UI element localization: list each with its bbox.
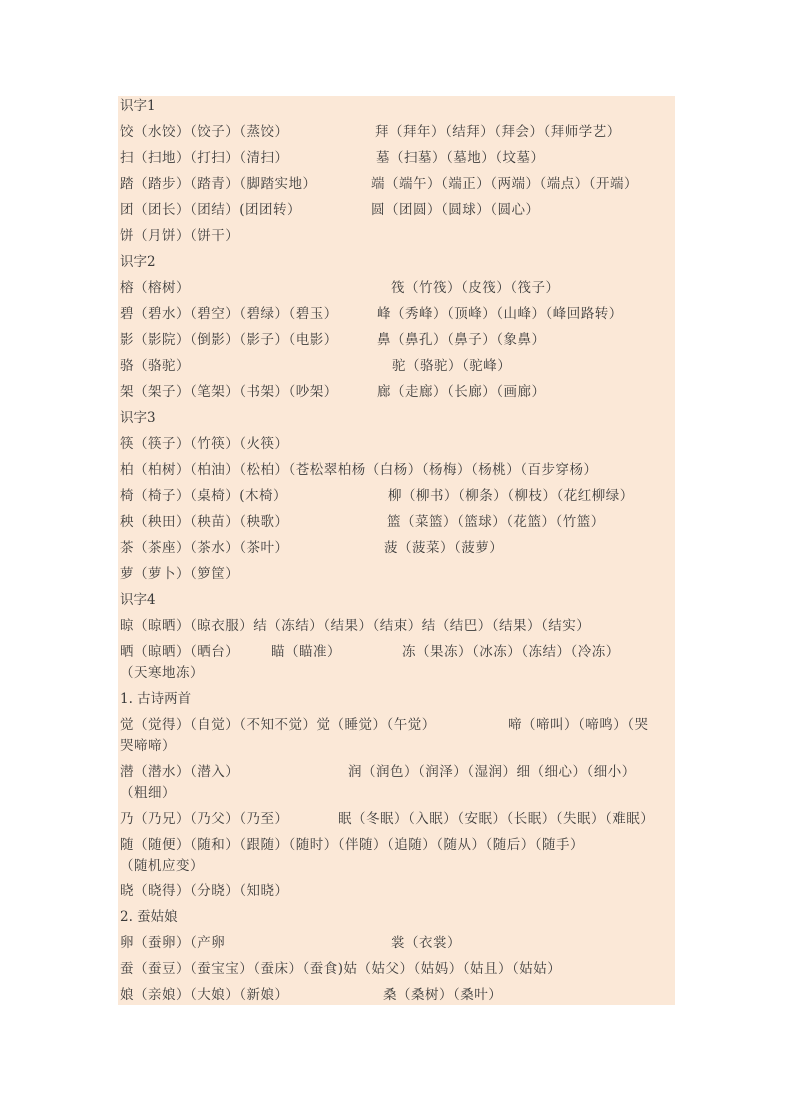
- section-heading-shizi-1: 识字1: [120, 98, 156, 114]
- word-row: 影（影院）（倒影）（影子）（电影）: [120, 332, 338, 348]
- word-row-right: 筏（竹筏）（皮筏）（筏子）: [391, 280, 560, 296]
- word-row: 卵（蚕卵）（产卵: [120, 935, 226, 951]
- word-row: 团（团长）（团结）(团团转）: [120, 202, 302, 218]
- word-row: 茶（茶座）（茶水）（茶叶）: [120, 540, 289, 556]
- section-heading-shizi-3: 识字3: [120, 410, 156, 426]
- word-row-wrap: 哭啼啼）: [120, 738, 176, 754]
- word-row-right: 柳（柳书）（柳条）（柳枝）（花红柳绿）: [388, 488, 634, 504]
- word-row: 柏（柏树）（柏油）（松柏）（苍松翠柏杨（白杨）（杨梅）（杨桃）（百步穿杨）: [120, 462, 598, 478]
- word-row-right: 润（润色）（润泽）（湿润）细（细心）（细小）: [348, 764, 636, 780]
- word-row-right: 裳（衣裳）: [391, 935, 461, 951]
- word-row: 榕（榕树）: [120, 280, 190, 296]
- word-row: 觉（觉得）（自觉）（不知不觉）觉（睡觉）（午觉）: [120, 717, 436, 733]
- word-row: 潜（潜水）（潜入）: [120, 764, 240, 780]
- word-row-right: 鼻（鼻孔）（鼻子）（象鼻）: [377, 332, 546, 348]
- word-row-right: 眠（冬眠）（入眠）（安眠）（长眠）（失眠）（难眠）: [338, 811, 655, 827]
- word-row: 椅（椅子）（桌椅）(木椅）: [120, 488, 288, 504]
- word-row: 晒（晾晒）（晒台）: [120, 644, 240, 660]
- word-row: 蚕（蚕豆）（蚕宝宝）（蚕床）（蚕食)姑（姑父）（姑妈）（姑且）（姑姑）: [120, 961, 562, 977]
- word-row: 晾（晾晒）（晾衣服）结（冻结）（结果）（结束）结（结巴）（结果）（结实）: [120, 618, 591, 634]
- word-row-right: 墓（扫墓）（墓地）（坟墓）: [376, 150, 545, 166]
- word-row-right: 圆（团圆）（圆球）（圆心）: [371, 202, 540, 218]
- word-row: 晓（晓得）（分晓）（知晓）: [120, 883, 289, 899]
- word-row: 萝（萝卜）（箩筐）: [120, 566, 240, 582]
- word-row: 骆（骆驼）: [120, 358, 190, 374]
- word-row: 随（随便）（随和）（跟随）（随时）（伴随）（追随）（随从）（随后）（随手）: [120, 837, 584, 853]
- word-row: 娘（亲娘）（大娘）（新娘）: [120, 987, 289, 1003]
- word-row-wrap: （粗细）: [120, 785, 176, 801]
- word-row-right: 驼（骆驼）（驼峰）: [392, 358, 512, 374]
- word-row: 踏（踏步）（踏青）（脚踏实地）: [120, 176, 317, 192]
- word-row: 扫（扫地）（打扫）（清扫）: [120, 150, 289, 166]
- word-row: 架（架子）（笔架）（书架）（吵架）: [120, 384, 338, 400]
- section-heading-shizi-4: 识字4: [120, 592, 156, 608]
- section-heading-gushi: 1. 古诗两首: [120, 691, 192, 707]
- word-row-right: 拜（拜年）（结拜）（拜会）（拜师学艺）: [375, 124, 621, 140]
- word-row: 碧（碧水）（碧空）（碧绿）（碧玉）: [120, 306, 338, 322]
- word-row: 饼（月饼）（饼干）: [120, 228, 240, 244]
- word-row: 乃（乃兄）（乃父）（乃至）: [120, 811, 289, 827]
- word-row-right: 篮（菜篮）（篮球）（花篮）（竹篮）: [387, 514, 605, 530]
- word-row-right: 端（端午）（端正）（两端）（端点）（开端）: [371, 176, 638, 192]
- word-row: 筷（筷子）（竹筷）（火筷）: [120, 436, 289, 452]
- word-row-right: 峰（秀峰）（顶峰）（山峰）（峰回路转）: [377, 306, 623, 322]
- word-row-right: 冻（果冻）（冰冻）（冻结）（冷冻）: [402, 644, 620, 660]
- word-row-right: 廊（走廊）（长廊）（画廊）: [377, 384, 546, 400]
- word-row: 饺（水饺）（饺子）（蒸饺）: [120, 124, 289, 140]
- word-row-right: 桑（桑树）（桑叶）: [383, 987, 503, 1003]
- word-row-mid: 瞄（瞄准）: [271, 644, 341, 660]
- section-heading-shizi-2: 识字2: [120, 254, 156, 270]
- word-row-wrap: （天寒地冻）: [120, 665, 204, 681]
- word-row: 秧（秧田）（秧苗）（秧歌）: [120, 514, 289, 530]
- word-row-right: 啼（啼叫）（啼鸣）（哭: [508, 717, 649, 733]
- section-heading-canguniang: 2. 蚕姑娘: [120, 909, 178, 925]
- word-row-wrap: （随机应变）: [120, 858, 204, 874]
- word-row-right: 菠（菠菜）（菠萝）: [384, 540, 504, 556]
